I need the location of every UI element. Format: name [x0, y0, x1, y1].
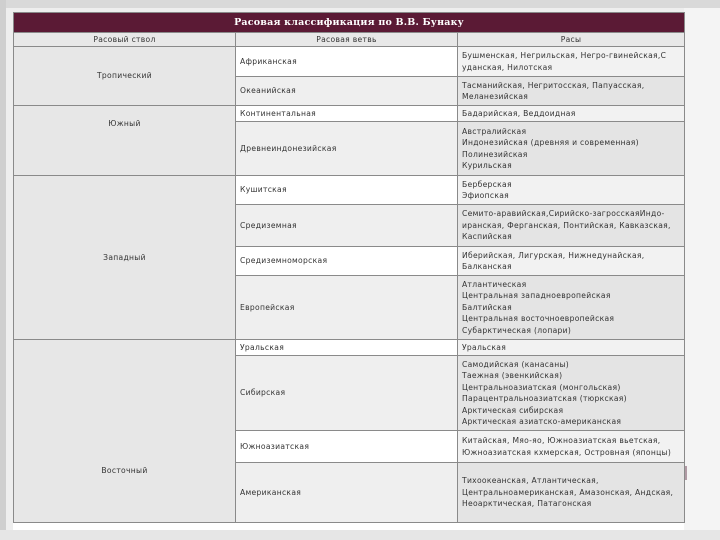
classification-table	[13, 12, 685, 523]
race-line: Атлантическая	[462, 279, 527, 289]
race-line: Самодийская (канасаны)	[462, 359, 570, 369]
race-line: Балканская	[462, 262, 512, 271]
classification-table-container	[13, 12, 684, 530]
branch-cell: Уральская	[236, 340, 458, 356]
branch-cell: Кушитская	[236, 176, 458, 205]
race-line: Таежная (эвенкийская)	[462, 371, 563, 380]
race-line: Полинезийская	[462, 149, 528, 159]
branch-cell: Древнеиндонезийская	[236, 122, 458, 176]
race-line: Семито-аравийская,Сирийско-загросскаяИндо-	[462, 209, 665, 219]
top-strip	[0, 0, 720, 8]
race-line: Тасманийская, Негритосская, Папуасская,	[462, 80, 645, 90]
race-line: Балтийская	[462, 302, 512, 312]
race-line: Уральская	[462, 342, 507, 352]
races-cell	[458, 106, 685, 122]
race-line: Арктическая азиатско-американская	[462, 417, 622, 426]
branch-cell: Африканская	[236, 47, 458, 77]
header-trunk: Расовый ствол	[14, 33, 236, 47]
races-cell	[458, 205, 685, 247]
race-line: иранская, Ферганская, Понтийская, Кавказская,	[462, 220, 671, 230]
race-line: Каспийская	[462, 232, 513, 242]
left-edge-bar	[0, 0, 6, 540]
header-races: Расы	[458, 33, 685, 47]
race-line: уданская, Нилотская	[462, 62, 553, 72]
race-line: Центральная западноевропейская	[462, 291, 611, 301]
race-line: Тихоокеанская, Атлантическая,	[462, 476, 599, 486]
table-row	[14, 47, 685, 77]
races-cell	[458, 247, 685, 276]
table-row	[14, 106, 685, 122]
header-branch: Расовая ветвь	[236, 33, 458, 47]
branch-cell: Средиземноморская	[236, 247, 458, 276]
races-cell	[458, 463, 685, 523]
branch-cell: Европейская	[236, 276, 458, 340]
race-line: Курильская	[462, 161, 512, 170]
header-row	[14, 33, 685, 47]
races-cell	[458, 356, 685, 431]
race-line: Китайская, Мяо-яо, Южноазиатская вьетская,	[462, 436, 661, 445]
title-row	[14, 13, 685, 33]
trunk-western: Западный	[14, 176, 236, 340]
race-line: Австралийская	[462, 126, 527, 136]
branch-cell: Океанийская	[236, 77, 458, 106]
right-margin	[684, 8, 720, 538]
races-cell	[458, 431, 685, 463]
races-cell	[458, 276, 685, 340]
races-cell	[458, 340, 685, 356]
branch-cell: Американская	[236, 463, 458, 523]
races-cell	[458, 122, 685, 176]
trunk-tropical: Тропический	[14, 47, 236, 106]
table-row	[14, 340, 685, 356]
branch-cell: Сибирская	[236, 356, 458, 431]
race-line: Меланезийская	[462, 92, 529, 101]
race-line: Бадарийская, Веддоидная	[462, 108, 576, 118]
race-line: Центральноазиатская (монгольская)	[462, 382, 621, 392]
race-line: Парацентральноазиатская (тюркская)	[462, 394, 627, 403]
race-line: Иберийская, Лигурская, Нижнедунайская,	[462, 250, 645, 260]
branch-cell: Континентальная	[236, 106, 458, 122]
branch-cell: Южноазиатская	[236, 431, 458, 463]
trunk-eastern: Восточный	[14, 340, 236, 523]
table-row	[14, 176, 685, 205]
race-line: Индонезийская (древняя и современная)	[462, 138, 639, 147]
race-line: Субарктическая (лопари)	[462, 325, 572, 335]
race-line: Неоарктическая, Патагонская	[462, 499, 592, 509]
race-line: Центральная восточноевропейская	[462, 314, 615, 324]
bottom-strip	[0, 530, 720, 540]
branch-cell: Средиземная	[236, 205, 458, 247]
race-line: Бушменская, Негрильская, Негро-гвинейская,С	[462, 51, 667, 60]
trunk-southern: Южный	[14, 106, 236, 176]
table-title: Расовая классификация по В.В. Бунаку	[14, 13, 685, 33]
races-cell	[458, 77, 685, 106]
race-line: Эфиопская	[462, 191, 510, 200]
races-cell	[458, 47, 685, 77]
race-line: Арктическая сибирская	[462, 405, 564, 415]
race-line: Центральноамериканская, Амазонская, Андская,	[462, 487, 674, 497]
races-cell	[458, 176, 685, 205]
race-line: Берберская	[462, 179, 512, 189]
race-line: Южноазиатская кхмерская, Островная (японцы)	[462, 447, 672, 457]
